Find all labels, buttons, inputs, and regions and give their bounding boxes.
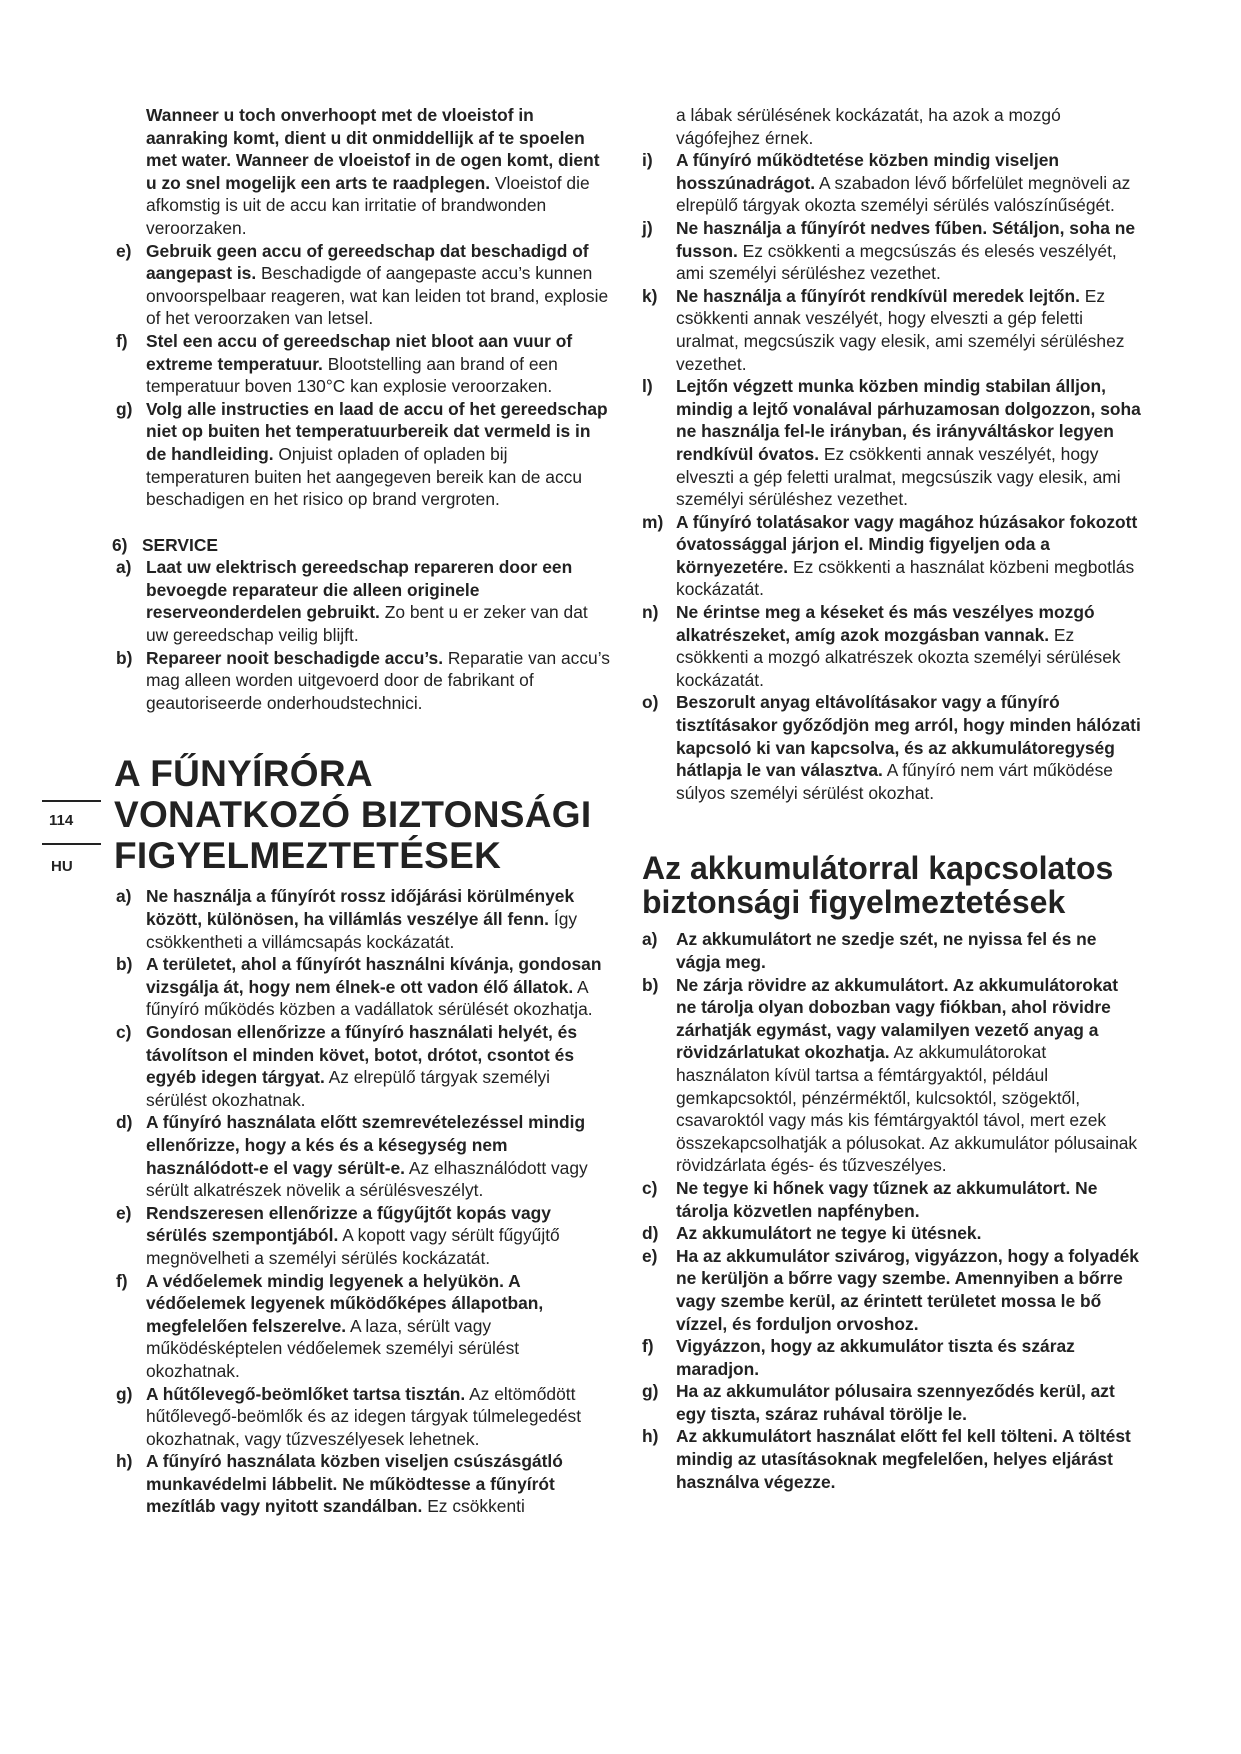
item-bold: Ne használja a fűnyírót rendkívül meredek lejtőn. <box>676 285 1080 306</box>
item-text: Ez csökkenti <box>422 1496 525 1517</box>
right-column <box>642 104 1142 1493</box>
item-marker: f) <box>116 330 128 351</box>
battery-item-d <box>642 1222 1142 1245</box>
item-marker: c) <box>116 1022 132 1042</box>
service-heading: 6) SERVICE <box>112 534 218 555</box>
item-marker: e) <box>116 240 132 261</box>
item-text: Reparatie van accu’s mag alleen worden uitgevoerd door de fabrikant of geautoriseerde onderhoudstechnici. <box>146 647 610 713</box>
mower-item-j <box>642 217 1142 285</box>
item-marker: h) <box>116 1451 133 1472</box>
item-bold: Rendszeresen ellenőrizze a fűgyűjtőt kopás vagy sérülés szempontjából. <box>146 1202 551 1246</box>
item-text: Az elhasználódott vagy sérült alkatrészek növelik a sérülésveszélyt. <box>146 1157 588 1201</box>
battery-item-h <box>642 1425 1142 1493</box>
item-marker: b) <box>642 974 659 995</box>
mower-section-title: A FŰNYÍRÓRA VONATKOZÓ BIZTONSÁGI FIGYELMEZTETÉSEK <box>114 753 592 877</box>
item-marker: a) <box>116 557 132 578</box>
mower-item-o <box>642 691 1142 804</box>
item-bold: Ne érintse meg a késeket és más veszélyes mozgó alkatrészeket, amíg azok mozgásban vannak. <box>676 602 1095 645</box>
item-marker: e) <box>642 1245 658 1266</box>
item-marker: n) <box>642 602 659 623</box>
item-marker: d) <box>116 1112 133 1133</box>
item-marker: i) <box>642 150 653 171</box>
item-bold: A fűnyíró használata közben viseljen csúszásgátló munkavédelmi lábbelit. Ne működtesse a fűnyírót mezítláb vagy nyitott szandálban. <box>146 1451 563 1517</box>
mower-item-d <box>112 1111 614 1201</box>
battery-section-title: Az akkumulátorral kapcsolatos biztonsági figyelmeztetések <box>642 850 1114 921</box>
margin-rule-bottom <box>42 843 101 845</box>
item-text: Ez csökkenti a használat közbeni megbotlás kockázatát. <box>676 556 1135 600</box>
item-bold: A fűnyíró használata előtt szemrevételezéssel mindig ellenőrizze, hogy a kés és a késegység nem használódott-e el vagy sérült-e. <box>146 1112 586 1178</box>
language-tab: HU <box>51 858 73 875</box>
item-bold: Stel een accu of gereedschap niet bloot aan vuur of extreme temperatuur. <box>146 330 573 374</box>
mower-item-c <box>112 1021 614 1111</box>
item-bold: Az akkumulátort ne szedje szét, ne nyissa fel és ne vágja meg. <box>676 929 1097 972</box>
item-text: Onjuist opladen of opladen bij temperaturen buiten het aangegeven bereik kan de accu beschadigen en het risico op brand vergroten. <box>146 443 583 510</box>
item-marker: g) <box>116 398 133 419</box>
item-text: Ez csökkenti annak veszélyét, hogy elveszti a gép feletti uralmat, megcsúszik vagy elesik, ami személyi sérüléshez vezethet. <box>676 443 1121 510</box>
item-marker: h) <box>642 1426 659 1447</box>
item-marker: c) <box>642 1177 658 1198</box>
item-bold: Ne tegye ki hőnek vagy tűznek az akkumulátort. Ne tárolja közvetlen napfényben. <box>676 1177 1098 1221</box>
item-marker: b) <box>116 954 133 975</box>
item-bold: A hűtőlevegő-beömlőket tartsa tisztán. <box>146 1383 466 1404</box>
mower-item-m <box>642 511 1142 601</box>
item-bold: Ne zárja rövidre az akkumulátort. Az akkumulátorokat ne tárolja olyan dobozban vagy fiókban, ahol rövidre zárhatják egymást, vagy valamilyen vezető anyag a rövidzárlatukat okozhatja. <box>676 974 1118 1063</box>
item-text: Ez csökkenti a megcsúszás és elesés veszélyét, ami személyi sérüléshez vezethet. <box>676 240 1117 284</box>
item-bold: Ne használja a fűnyírót nedves fűben. Sétáljon, soha ne fusson. <box>676 217 1136 261</box>
item-marker: l) <box>642 376 653 397</box>
item-bold: Ha az akkumulátor szivárog, vigyázzon, hogy a folyadék ne kerüljön a bőrre vagy szembe. Amennyiben a bőrre vagy szembe kerül, az érintett területet mossa le bő vízzel, és forduljon orvoshoz. <box>676 1245 1139 1334</box>
item-text: Blootstelling aan brand of een temperatuur boven 130°C kan explosie veroorzaken. <box>146 353 558 397</box>
item-text: Az elrepülő tárgyak személyi sérülést okozhatnak. <box>146 1067 551 1110</box>
battery-item-b <box>642 974 1142 1177</box>
item-text: A szabadon lévő bőrfelület megnöveli az elrepülő tárgyak okozta személyi sérülés valószínűségét. <box>676 172 1131 216</box>
item-text: A fűnyíró nem várt működése súlyos személyi sérülést okozhat. <box>676 760 1113 803</box>
item-bold: Az akkumulátort ne tegye ki ütésnek. <box>676 1223 982 1244</box>
service-item-b <box>112 647 614 715</box>
item-bold: A területet, ahol a fűnyírót használni kívánja, gondosan vizsgálja át, hogy nem élnek-e ott vadon élő állatok. <box>146 954 602 997</box>
mower-item-k <box>642 285 1142 375</box>
item-marker: j) <box>642 217 653 238</box>
battery-item-c <box>642 1177 1142 1222</box>
item-bold: Laat uw elektrisch gereedschap repareren door een bevoegde reparateur die alleen originele reserveonderdelen gebruikt. <box>146 557 573 623</box>
item-marker: o) <box>642 692 659 713</box>
item-text: a lábak sérülésének kockázatát, ha azok a mozgó vágófejhez érnek. <box>676 105 1061 148</box>
mower-item-n <box>642 601 1142 691</box>
item-marker: a) <box>642 929 658 950</box>
item-text: Ez csökkenti a mozgó alkatrészek okozta személyi sérülések kockázatát. <box>676 624 1121 690</box>
battery-item-f <box>642 1335 1142 1380</box>
nl-intro-paragraph <box>112 104 614 240</box>
mower-item-i <box>642 149 1142 217</box>
item-marker: b) <box>116 647 133 668</box>
mower-item-l <box>642 375 1142 511</box>
item-bold: Ha az akkumulátor pólusaira szennyeződés kerül, azt egy tiszta, száraz ruhával törölje le. <box>676 1381 1115 1424</box>
mower-item-b <box>112 953 614 1021</box>
item-marker: f) <box>642 1336 654 1357</box>
nl-intro-bold: Wanneer u toch onverhoopt met de vloeistof in aanraking komt, dient u dit onmiddellijk af te spoelen met water. Wanneer de vloeistof in de ogen komt, dient u zo snel mogelijk een arts te raadplegen. <box>146 105 600 193</box>
item-text: A fűnyíró működés közben a vadállatok sérülését okozhatja. <box>146 976 593 1020</box>
item-marker: g) <box>116 1383 133 1404</box>
item-text: Ez csökkenti annak veszélyét, hogy elveszti a gép feletti uralmat, megcsúszik vagy elesik, ami személyi sérüléshez vezethet. <box>676 285 1125 374</box>
item-bold: Repareer nooit beschadigde accu’s. <box>146 647 444 668</box>
item-text: A kopott vagy sérült fűgyűjtő megnövelheti a személyi sérülés kockázatát. <box>146 1225 560 1268</box>
item-marker: m) <box>642 511 664 532</box>
mower-item-h-continuation <box>642 104 1142 149</box>
item-bold: A fűnyíró tolatásakor vagy magához húzásakor fokozott óvatossággal járjon el. Mindig figyeljen oda a környezetére. <box>676 511 1138 577</box>
nl-item-f <box>112 330 614 398</box>
mower-item-g <box>112 1383 614 1451</box>
item-text: A laza, sérült vagy működésképtelen védőelemek személyi sérülést okozhatnak. <box>146 1315 520 1381</box>
mower-item-a <box>112 885 614 953</box>
item-marker: g) <box>642 1381 659 1402</box>
item-bold: Ne használja a fűnyírót rossz időjárási körülmények között, különösen, ha villámlás veszélye áll fenn. <box>146 886 575 930</box>
mower-item-h <box>112 1450 614 1518</box>
item-text: Így csökkentheti a villámcsapás kockázatát. <box>146 909 578 952</box>
nl-item-e <box>112 240 614 330</box>
item-bold: Volg alle instructies en laad de accu of het gereedschap niet op buiten het temperatuurbereik dat vermeld is in de handleiding. <box>146 398 608 464</box>
service-item-a <box>112 556 614 646</box>
item-bold: Lejtőn végzett munka közben mindig stabilan álljon, mindig a lejtő vonalával párhuzamosan dolgozzon, soha ne használja fel-le irányban, és irányváltáskor legyen rendkívül óvatos. <box>676 376 1141 464</box>
page-number: 114 <box>49 812 74 829</box>
item-marker: k) <box>642 285 658 306</box>
item-marker: a) <box>116 886 132 907</box>
item-bold: Az akkumulátort használat előtt fel kell tölteni. A töltést mindig az utasításoknak megfelelően, helyes eljárást használva végezze. <box>676 1426 1131 1492</box>
item-bold: Gondosan ellenőrizze a fűnyíró használati helyét, és távolítson el minden követ, botot, drótot, csontot és egyéb idegen tárgyat. <box>146 1022 578 1088</box>
item-text: Az akkumulátorokat használaton kívül tartsa a fémtárgyaktól, például gemkapcsoktól, pénzérméktől, kulcsoktól, szögektől, csavaroktól vagy más kis fémtárgyaktól távol, mert ezek összekapcsolhatják a pólusokat. Az akkumulátor pólusainak rövidzárlata égés- és tűzveszélyes. <box>676 1042 1138 1176</box>
nl-item-g <box>112 398 614 511</box>
item-marker: f) <box>116 1270 128 1291</box>
item-text: Zo bent u er zeker van dat uw gereedschap veilig blijft. <box>146 602 588 646</box>
item-bold: Gebruik geen accu of gereedschap dat beschadigd of aangepast is. <box>146 240 589 284</box>
item-marker: d) <box>642 1223 659 1244</box>
item-text: Beschadigde of aangepaste accu’s kunnen onvoorspelbaar reageren, wat kan leiden tot brand, explosie of het veroorzaken van letsel. <box>146 263 609 329</box>
battery-item-g <box>642 1380 1142 1425</box>
battery-item-e <box>642 1245 1142 1335</box>
item-bold: Beszorult anyag eltávolításakor vagy a fűnyíró tisztításakor győződjön meg arról, hogy minden hálózati kapcsoló ki van kapcsolva, és az akkumulátoregység hátlapja le van választva. <box>676 692 1141 781</box>
battery-item-a <box>642 928 1142 973</box>
margin-rule-top <box>42 800 101 802</box>
mower-item-f <box>112 1270 614 1383</box>
nl-intro-text: Vloeistof die afkomstig is uit de accu kan irritatie of brandwonden veroorzaken. <box>146 172 590 238</box>
item-text: Az eltömődött hűtőlevegő-beömlők és az idegen tárgyak túlmelegedést okozhatnak, vagy tűzveszélyesek lehetnek. <box>146 1383 582 1449</box>
item-bold: A fűnyíró működtetése közben mindig viseljen hosszúnadrágot. <box>676 150 1059 193</box>
mower-item-e <box>112 1202 614 1270</box>
left-column <box>112 104 614 1518</box>
item-marker: e) <box>116 1202 132 1223</box>
item-bold: Vigyázzon, hogy az akkumulátor tiszta és száraz maradjon. <box>676 1336 1075 1379</box>
item-bold: A védőelemek mindig legyenek a helyükön. A védőelemek legyenek működőképes állapotban, megfelelően felszerelve. <box>146 1270 544 1336</box>
